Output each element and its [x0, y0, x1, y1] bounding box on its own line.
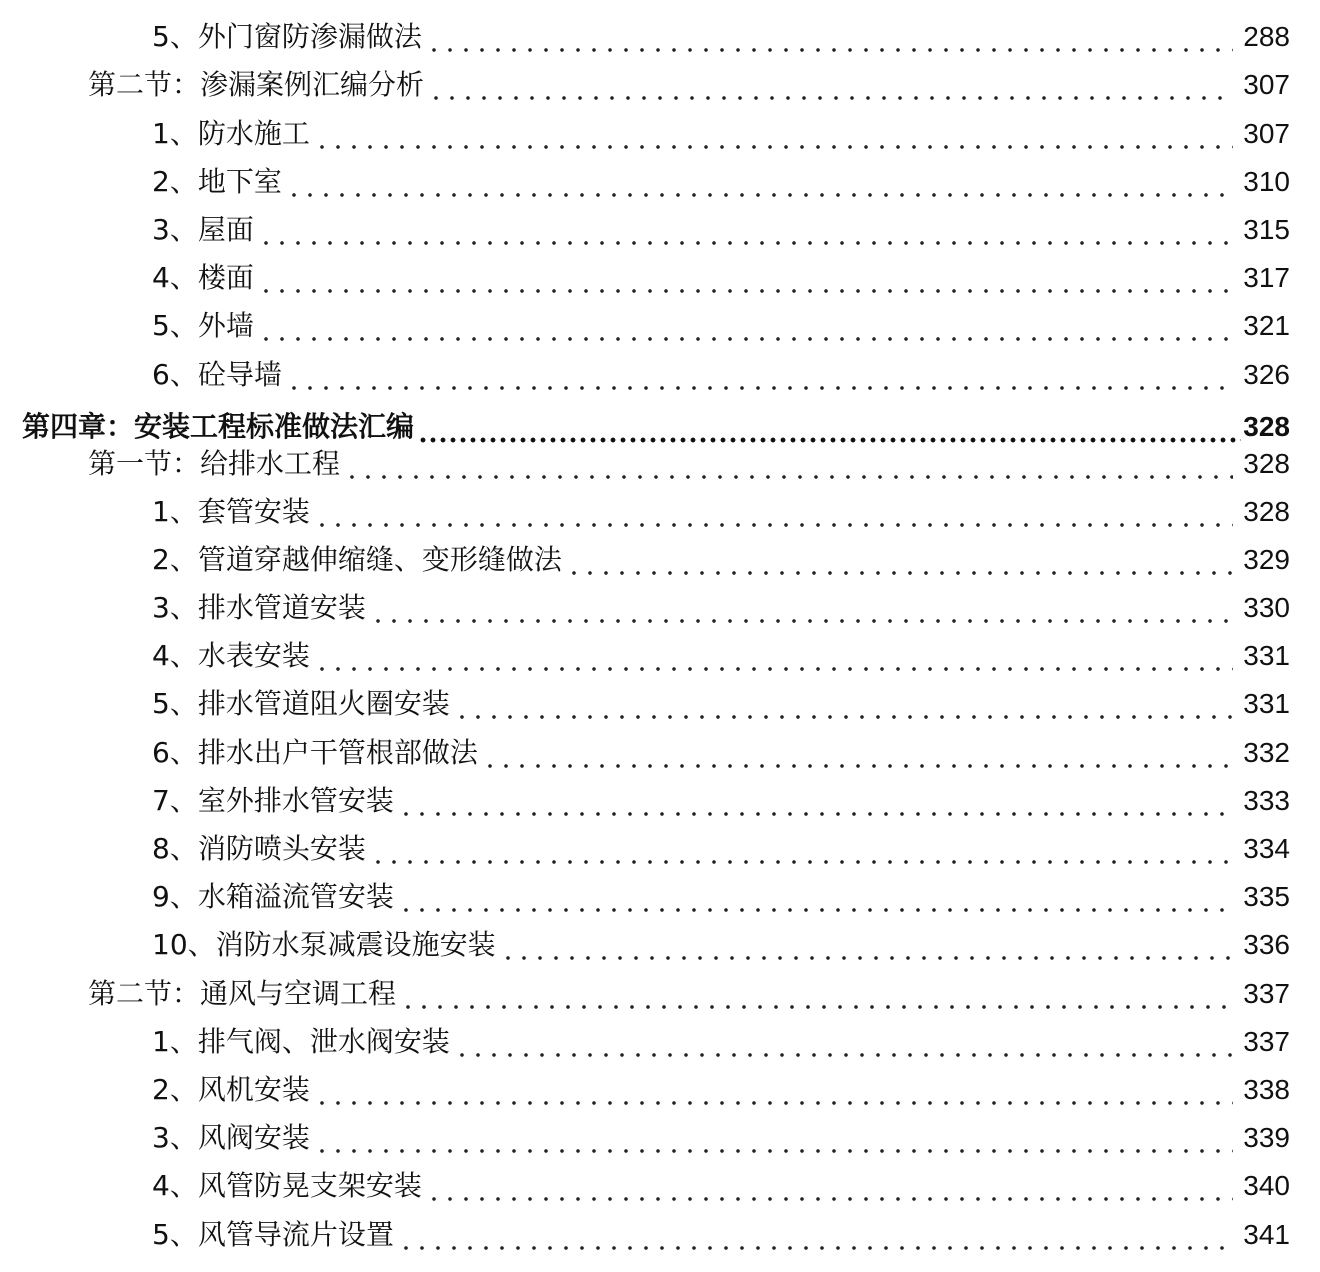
toc-item-entry[interactable]: [0, 301, 1320, 349]
dot-leader: [500, 928, 1234, 962]
toc-item-entry[interactable]: [0, 349, 1320, 397]
toc-entry-page-number: 307: [1243, 69, 1290, 101]
toc-entry-title: 2、地下室: [152, 164, 282, 198]
toc-entry-title: 1、套管安装: [152, 494, 310, 528]
toc-entry-page-number: 321: [1243, 310, 1290, 342]
dot-leader: [286, 358, 1233, 392]
toc-item-entry[interactable]: [0, 487, 1320, 535]
dot-leader: [370, 832, 1233, 866]
dot-leader: [314, 1073, 1233, 1107]
toc-item-entry[interactable]: [0, 108, 1320, 156]
table-of-contents: [0, 12, 1320, 1258]
dot-leader: [566, 543, 1233, 577]
toc-entry-page-number: 330: [1243, 592, 1290, 624]
toc-item-entry[interactable]: [0, 1065, 1320, 1113]
toc-entry-page-number: 328: [1243, 495, 1290, 527]
toc-item-entry[interactable]: [0, 679, 1320, 727]
toc-entry-page-number: 329: [1243, 543, 1290, 575]
dot-leader: [482, 736, 1233, 770]
dot-leader: [286, 165, 1233, 199]
toc-entry-title: 4、水表安装: [152, 639, 310, 673]
toc-entry-page-number: 341: [1243, 1218, 1290, 1250]
toc-item-entry[interactable]: [0, 824, 1320, 872]
toc-entry-title: 4、楼面: [152, 261, 254, 295]
toc-entry-page-number: 333: [1243, 784, 1290, 816]
dot-leader: [454, 1025, 1233, 1059]
toc-entry-title: 第二节：通风与空调工程: [88, 976, 397, 1010]
dot-leader: [258, 213, 1233, 247]
toc-entry-page-number: 328: [1243, 447, 1290, 479]
toc-item-entry[interactable]: [0, 727, 1320, 775]
toc-entry-page-number: 328: [1243, 410, 1290, 442]
toc-entry-title: 10、消防水泵减震设施安装: [152, 928, 496, 962]
toc-item-entry[interactable]: [0, 253, 1320, 301]
toc-entry-title: 1、防水施工: [152, 116, 310, 150]
toc-item-entry[interactable]: [0, 1113, 1320, 1161]
toc-item-entry[interactable]: [0, 776, 1320, 824]
toc-entry-title: 3、排水管道安装: [152, 591, 366, 625]
toc-entry-title: 第一节：给排水工程: [88, 446, 341, 480]
toc-entry-page-number: 340: [1243, 1170, 1290, 1202]
toc-section-entry[interactable]: [0, 968, 1320, 1016]
toc-entry-page-number: 331: [1243, 688, 1290, 720]
toc-entry-page-number: 338: [1243, 1073, 1290, 1105]
toc-entry-title: 6、砼导墙: [152, 357, 282, 391]
dot-leader: [398, 1218, 1233, 1252]
toc-item-entry[interactable]: [0, 631, 1320, 679]
dot-leader: [370, 591, 1233, 625]
dot-leader: [314, 1121, 1233, 1155]
toc-entry-page-number: 315: [1243, 213, 1290, 245]
dot-leader: [398, 784, 1233, 818]
toc-item-entry[interactable]: [0, 12, 1320, 60]
toc-entry-page-number: 339: [1243, 1122, 1290, 1154]
toc-item-entry[interactable]: [0, 872, 1320, 920]
dot-leader: [314, 639, 1233, 673]
toc-entry-title: 5、排水管道阻火圈安装: [152, 687, 450, 721]
toc-entry-title: 第二节：渗漏案例汇编分析: [88, 68, 425, 102]
toc-entry-page-number: 307: [1243, 117, 1290, 149]
toc-entry-page-number: 335: [1243, 881, 1290, 913]
toc-item-entry[interactable]: [0, 535, 1320, 583]
dot-leader: [314, 117, 1233, 151]
toc-item-entry[interactable]: [0, 920, 1320, 968]
dot-leader: [426, 1169, 1233, 1203]
toc-entry-title: 2、管道穿越伸缩缝、变形缝做法: [152, 542, 562, 576]
toc-entry-title: 8、消防喷头安装: [152, 832, 366, 865]
toc-section-entry[interactable]: [0, 60, 1320, 108]
toc-item-entry[interactable]: [0, 583, 1320, 631]
toc-entry-title: 2、风机安装: [152, 1072, 310, 1106]
toc-entry-title: 5、外门窗防渗漏做法: [152, 20, 422, 54]
dot-leader: [344, 447, 1233, 481]
toc-entry-title: 5、外墙: [152, 309, 254, 343]
toc-entry-page-number: 337: [1243, 1025, 1290, 1057]
toc-entry-title: 第四章：安装工程标准做法汇编: [22, 409, 415, 443]
toc-entry-title: 3、风阀安装: [152, 1121, 310, 1155]
toc-entry-title: 5、风管导流片设置: [152, 1217, 394, 1251]
toc-item-entry[interactable]: [0, 1161, 1320, 1209]
toc-entry-title: 3、屋面: [152, 212, 254, 246]
toc-entry-page-number: 337: [1243, 977, 1290, 1009]
dot-leader: [258, 309, 1233, 343]
toc-section-entry[interactable]: [0, 444, 1320, 487]
dot-leader: [426, 20, 1233, 54]
toc-entry-page-number: 332: [1243, 736, 1290, 768]
toc-entry-page-number: 317: [1243, 262, 1290, 294]
toc-entry-page-number: 331: [1243, 640, 1290, 672]
dot-leader: [428, 68, 1233, 102]
dot-leader: [314, 495, 1233, 529]
toc-entry-page-number: 288: [1243, 21, 1290, 53]
dot-leader: [398, 880, 1233, 914]
toc-item-entry[interactable]: [0, 157, 1320, 205]
toc-item-entry[interactable]: [0, 205, 1320, 253]
dot-leader: [454, 687, 1233, 721]
toc-entry-title: 1、排气阀、泄水阀安装: [152, 1024, 450, 1058]
toc-item-entry[interactable]: [0, 1209, 1320, 1257]
toc-entry-page-number: 336: [1243, 929, 1290, 961]
toc-entry-page-number: 334: [1243, 833, 1290, 864]
toc-entry-title: 4、风管防晃支架安装: [152, 1169, 422, 1203]
toc-chapter-entry[interactable]: [0, 398, 1320, 444]
toc-entry-title: 7、室外排水管安装: [152, 783, 394, 817]
dot-leader: [400, 977, 1233, 1011]
toc-entry-page-number: 326: [1243, 358, 1290, 390]
toc-entry-title: 6、排水出户干管根部做法: [152, 735, 478, 769]
toc-entry-page-number: 310: [1243, 165, 1290, 197]
dot-leader: [258, 261, 1233, 295]
dot-leader: [418, 410, 1241, 444]
toc-item-entry[interactable]: [0, 1017, 1320, 1065]
toc-entry-title: 9、水箱溢流管安装: [152, 880, 394, 914]
